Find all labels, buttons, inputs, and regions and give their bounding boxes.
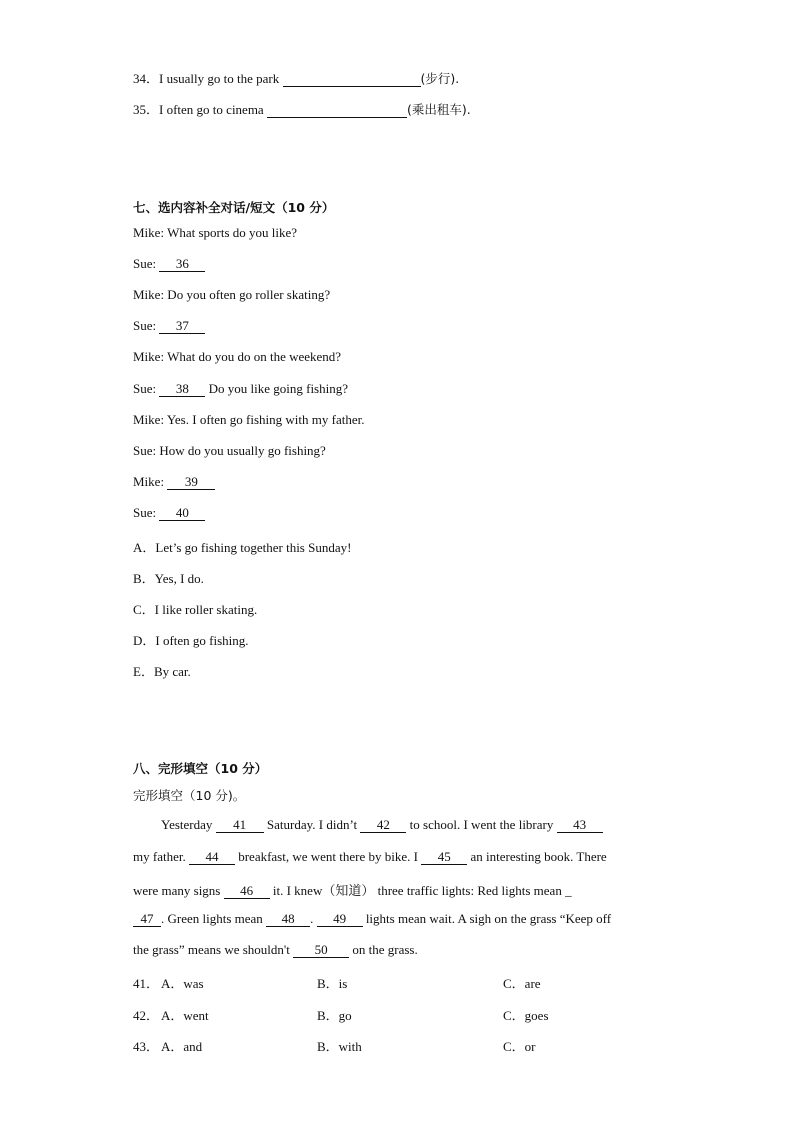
option-a: A．Let’s go fishing together this Sunday!: [133, 540, 352, 555]
question-number: 41．: [133, 976, 160, 991]
choice-b[interactable]: B．go: [317, 1008, 352, 1023]
choice-b[interactable]: B．is: [317, 976, 348, 991]
choice-c[interactable]: C．goes: [503, 1008, 549, 1023]
answer-blank-39[interactable]: 39: [167, 475, 215, 490]
dialogue-line: Mike: What sports do you like?: [133, 225, 298, 240]
option-b: B．Yes, I do.: [133, 571, 204, 586]
passage-line: the grass” means we shouldn't 50 on the grass.: [133, 942, 418, 957]
answer-blank-40[interactable]: 40: [159, 506, 205, 521]
passage-line: my father. 44 breakfast, we went there by bike. I 45 an interesting book. There: [133, 849, 607, 864]
choice-c[interactable]: C．are: [503, 976, 541, 991]
option-c: C．I like roller skating.: [133, 602, 258, 617]
answer-blank-42[interactable]: 42: [360, 818, 406, 833]
dialogue-line: Mike: Do you often go roller skating?: [133, 287, 331, 302]
dialogue-line: Sue: 36: [133, 256, 205, 272]
section7-title: 七、选内容补全对话/短文（10 分）: [133, 200, 335, 215]
answer-blank-34[interactable]: [283, 72, 421, 87]
question-number: 43．: [133, 1039, 160, 1054]
section8-subtitle: 完形填空（10 分)。: [133, 788, 246, 803]
answer-blank-45[interactable]: 45: [421, 850, 467, 865]
answer-blank-35[interactable]: [267, 103, 407, 118]
passage-line: were many signs 46 it. I knew（知道） three traffic lights: Red lights mean _: [133, 883, 572, 898]
choice-c[interactable]: C．or: [503, 1039, 536, 1054]
answer-blank-48[interactable]: 48: [266, 912, 310, 927]
answer-blank-50[interactable]: 50: [293, 943, 349, 958]
choice-b[interactable]: B．with: [317, 1039, 362, 1054]
dialogue-line: Sue: 37: [133, 318, 205, 334]
answer-blank-47[interactable]: 47: [133, 912, 161, 927]
option-d: D．I often go fishing.: [133, 633, 249, 648]
answer-blank-37[interactable]: 37: [159, 319, 205, 334]
passage-line: Yesterday 41 Saturday. I didn’t 42 to school. I went the library 43: [161, 817, 603, 833]
answer-blank-43[interactable]: 43: [557, 818, 603, 833]
answer-blank-41[interactable]: 41: [216, 818, 264, 833]
choice-a[interactable]: A．and: [161, 1039, 203, 1054]
answer-blank-46[interactable]: 46: [224, 884, 270, 899]
question-number: 42．: [133, 1008, 160, 1023]
dialogue-line: Sue: How do you usually go fishing?: [133, 443, 326, 458]
dialogue-line: Mike: 39: [133, 474, 215, 490]
dialogue-line: Sue: 38 Do you like going fishing?: [133, 381, 349, 396]
answer-blank-36[interactable]: 36: [159, 257, 205, 272]
passage-line: 47 . Green lights mean 48 . 49 lights mean wait. A sigh on the grass “Keep off: [133, 911, 611, 927]
dialogue-line: Sue: 40: [133, 505, 205, 521]
choice-a[interactable]: A．went: [161, 1008, 209, 1023]
answer-blank-49[interactable]: 49: [317, 912, 363, 927]
option-e: E．By car.: [133, 664, 191, 679]
question-34: 34．I usually go to the park (步行).: [133, 71, 460, 86]
answer-blank-38[interactable]: 38: [159, 382, 205, 397]
choice-a[interactable]: A．was: [161, 976, 204, 991]
dialogue-line: Mike: What do you do on the weekend?: [133, 349, 342, 364]
answer-blank-44[interactable]: 44: [189, 850, 235, 865]
section8-title: 八、完形填空（10 分）: [133, 761, 268, 776]
question-35: 35．I often go to cinema (乘出租车).: [133, 102, 471, 117]
dialogue-line: Mike: Yes. I often go fishing with my father.: [133, 412, 365, 427]
